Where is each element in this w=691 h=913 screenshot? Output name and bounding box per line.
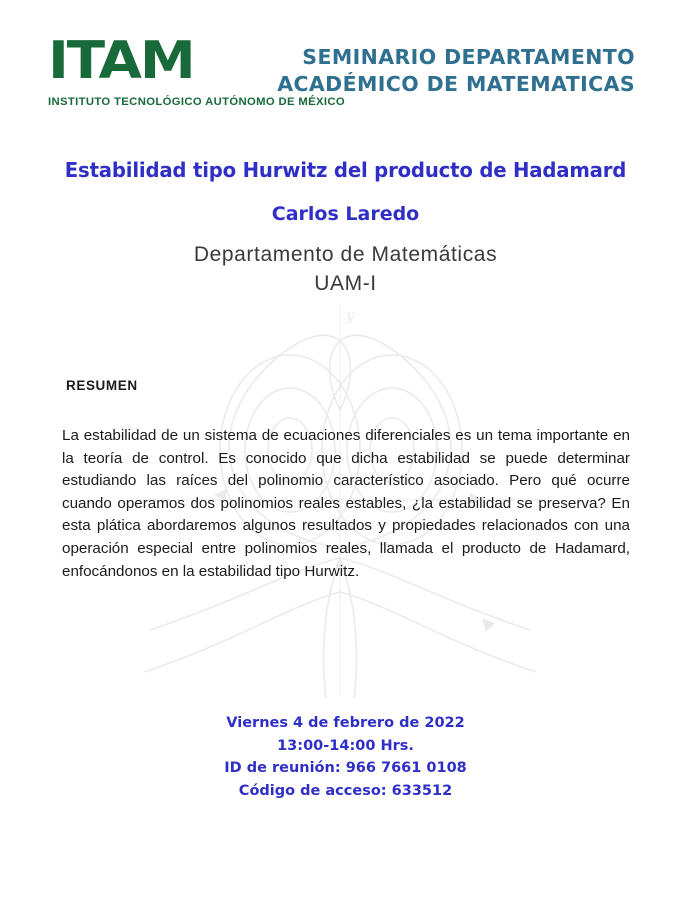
seminar-heading-line1: SEMINARIO DEPARTAMENTO	[302, 45, 635, 69]
axis-label-y: y	[346, 306, 355, 324]
abstract-label: RESUMEN	[66, 378, 138, 393]
affiliation-institution: UAM-I	[314, 272, 377, 295]
itam-wordmark: ITAM	[48, 31, 194, 91]
speaker-name: Carlos Laredo	[271, 203, 420, 225]
poster-header	[0, 31, 691, 134]
access-code: Código de acceso: 633512	[238, 782, 453, 799]
speaker-affiliation	[0, 240, 691, 298]
meeting-id: ID de reunión: 966 7661 0108	[224, 760, 467, 776]
abstract-text: La estabilidad de un sistema de ecuaciones diferenciales es un tema importante en la teoría de control. Es conocido que dicha estabilidad se puede determinar estudiando las raíces del polinomio característico asociado. Pero qué ocurre cuando operamos dos polinomios reales estables, ¿la estabilidad se preserva? En esta plática abordaremos algunos resultados y propiedades relacionados con una operación especial entre polinomios reales, llamada el producto de Hadamard, enfocándonos en la estabilidad tipo Hurwitz.	[62, 427, 630, 580]
seminar-heading	[277, 44, 635, 98]
seminar-heading-line2: ACADÉMICO DE MATEMATICAS	[277, 72, 635, 96]
itam-logo-subtitle: INSTITUTO TECNOLÓGICO AUTÓNOMO DE MÉXICO	[48, 96, 346, 108]
event-time: 13:00-14:00 Hrs.	[277, 737, 414, 754]
event-details	[0, 712, 691, 802]
event-date: Viernes 4 de febrero de 2022	[226, 715, 465, 731]
talk-title: Estabilidad tipo Hurwitz del producto de Hadamard	[64, 158, 627, 182]
affiliation-department: Departamento de Matemáticas	[193, 243, 498, 266]
